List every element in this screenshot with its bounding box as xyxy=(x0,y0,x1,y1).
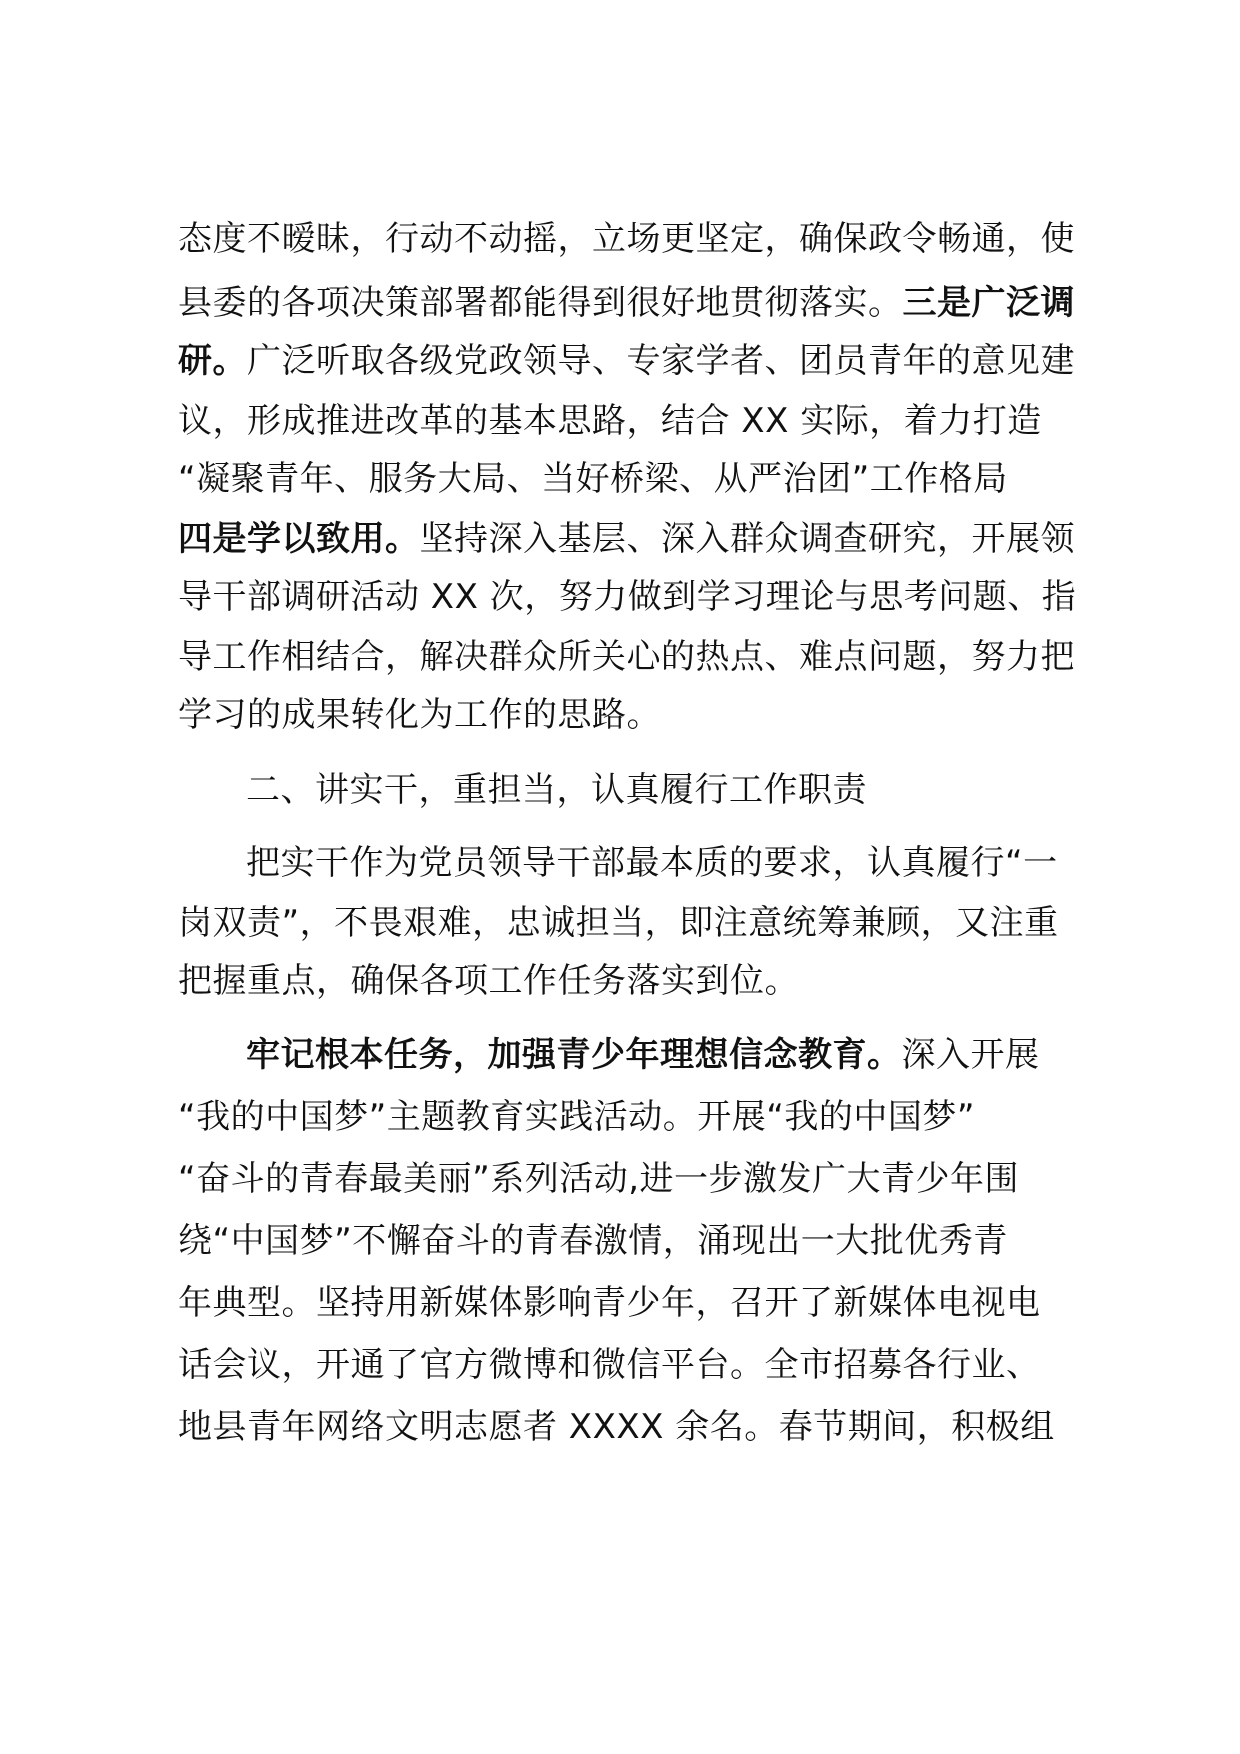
body-line: 话会议，开通了官方微博和微信平台。全市招募各行业、 xyxy=(178,1345,1041,1385)
body-line: 地县青年网络文明志愿者 XXXX 余名。春节期间，积极组 xyxy=(178,1407,1055,1447)
bold-lead: 牢记根本任务，加强青少年理想信念教育。 xyxy=(246,1035,902,1075)
body-line: 把实干作为党员领导干部最本质的要求，认真履行“一 xyxy=(246,843,1058,883)
bold-lead: 三是广泛调 xyxy=(902,283,1075,323)
body-line: 态度不暧昧，行动不动摇，立场更坚定，确保政令畅通，使 xyxy=(178,219,1075,259)
bold-lead: 研。 xyxy=(178,341,247,381)
text-run: 坚持深入基层、深入群众调查研究，开展领 xyxy=(419,519,1075,559)
body-line: 把握重点，确保各项工作任务落实到位。 xyxy=(178,961,799,1001)
body-line: “凝聚青年、服务大局、当好桥梁、从严治团”工作格局 xyxy=(178,459,1008,499)
body-line: 导干部调研活动 XX 次，努力做到学习理论与思考问题、指 xyxy=(178,577,1077,617)
body-line xyxy=(178,278,1078,328)
text-run: 深入开展 xyxy=(901,1035,1040,1075)
body-line: 学习的成果转化为工作的思路。 xyxy=(178,695,661,735)
body-line xyxy=(178,336,1078,386)
body-line: 议，形成推进改革的基本思路，结合 XX 实际，着力打造 xyxy=(178,401,1042,441)
body-line: 年典型。坚持用新媒体影响青少年，召开了新媒体电视电 xyxy=(178,1283,1041,1323)
body-line: “奋斗的青春最美丽”系列活动,进一步激发广大青少年围 xyxy=(178,1159,1020,1199)
section-heading: 二、讲实干，重担当，认真履行工作职责 xyxy=(246,770,867,810)
bold-lead: 四是学以致用。 xyxy=(178,519,420,559)
text-run: 县委的各项决策部署都能得到很好地贯彻落实。 xyxy=(178,283,903,323)
body-line: “我的中国梦”主题教育实践活动。开展“我的中国梦” xyxy=(178,1097,975,1137)
body-line: 绕“中国梦”不懈奋斗的青春激情，涌现出一大批优秀青 xyxy=(178,1221,1008,1261)
body-line xyxy=(178,514,1078,564)
body-line: 导工作相结合，解决群众所关心的热点、难点问题，努力把 xyxy=(178,637,1075,677)
body-line: 岗双责”，不畏艰难，忠诚担当，即注意统筹兼顾，又注重 xyxy=(178,903,1059,943)
text-run: 广泛听取各级党政领导、专家学者、团员青年的意见建 xyxy=(247,341,1075,381)
body-line xyxy=(246,1030,1078,1080)
